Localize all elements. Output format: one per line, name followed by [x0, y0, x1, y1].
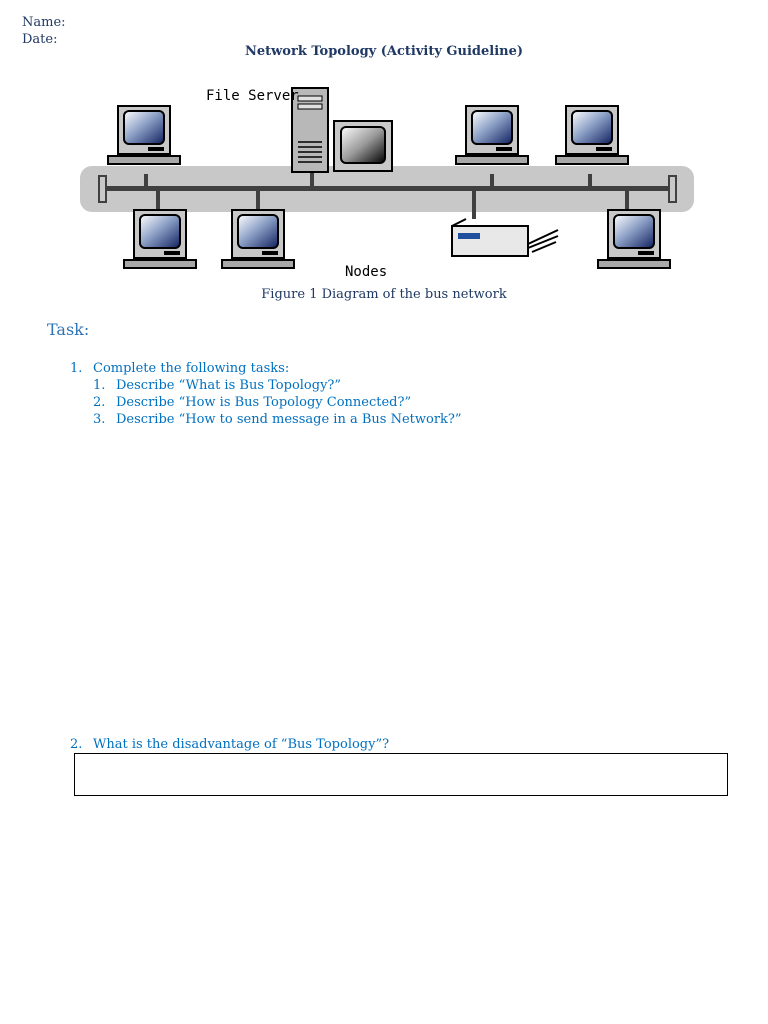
list-number: 3. — [93, 412, 106, 427]
computer-icon — [124, 210, 196, 268]
printer-icon — [452, 219, 558, 256]
server-monitor-icon — [334, 121, 392, 171]
bus-network-diagram — [80, 84, 696, 284]
list-text: Describe “What is Bus Topology?” — [116, 378, 342, 393]
name-label: Name: — [22, 15, 66, 30]
answer-box[interactable] — [74, 753, 728, 796]
terminator-right — [669, 176, 676, 202]
task-heading: Task: — [47, 320, 90, 339]
list-number: 1. — [70, 361, 83, 376]
nodes-label: Nodes — [345, 264, 388, 280]
list-text: Complete the following tasks: — [93, 361, 290, 376]
list-number: 2. — [93, 395, 106, 410]
document-title: Network Topology (Activity Guideline) — [244, 44, 524, 59]
computer-icon — [108, 106, 180, 164]
terminator-left — [99, 176, 106, 202]
computer-icon — [598, 210, 670, 268]
computer-icon — [222, 210, 294, 268]
date-label: Date: — [22, 32, 58, 47]
computer-icon — [456, 106, 528, 164]
list-number: 1. — [93, 378, 106, 393]
figure-caption: Figure 1 Diagram of the bus network — [261, 287, 507, 302]
list-number: 2. — [70, 737, 83, 752]
computer-icon — [556, 106, 628, 164]
list-text: Describe “How is Bus Topology Connected?” — [116, 395, 412, 410]
list-text: Describe “How to send message in a Bus Network?” — [116, 412, 462, 427]
list-text: What is the disadvantage of “Bus Topology”? — [93, 737, 390, 752]
file-server-label: File Server — [206, 88, 299, 104]
